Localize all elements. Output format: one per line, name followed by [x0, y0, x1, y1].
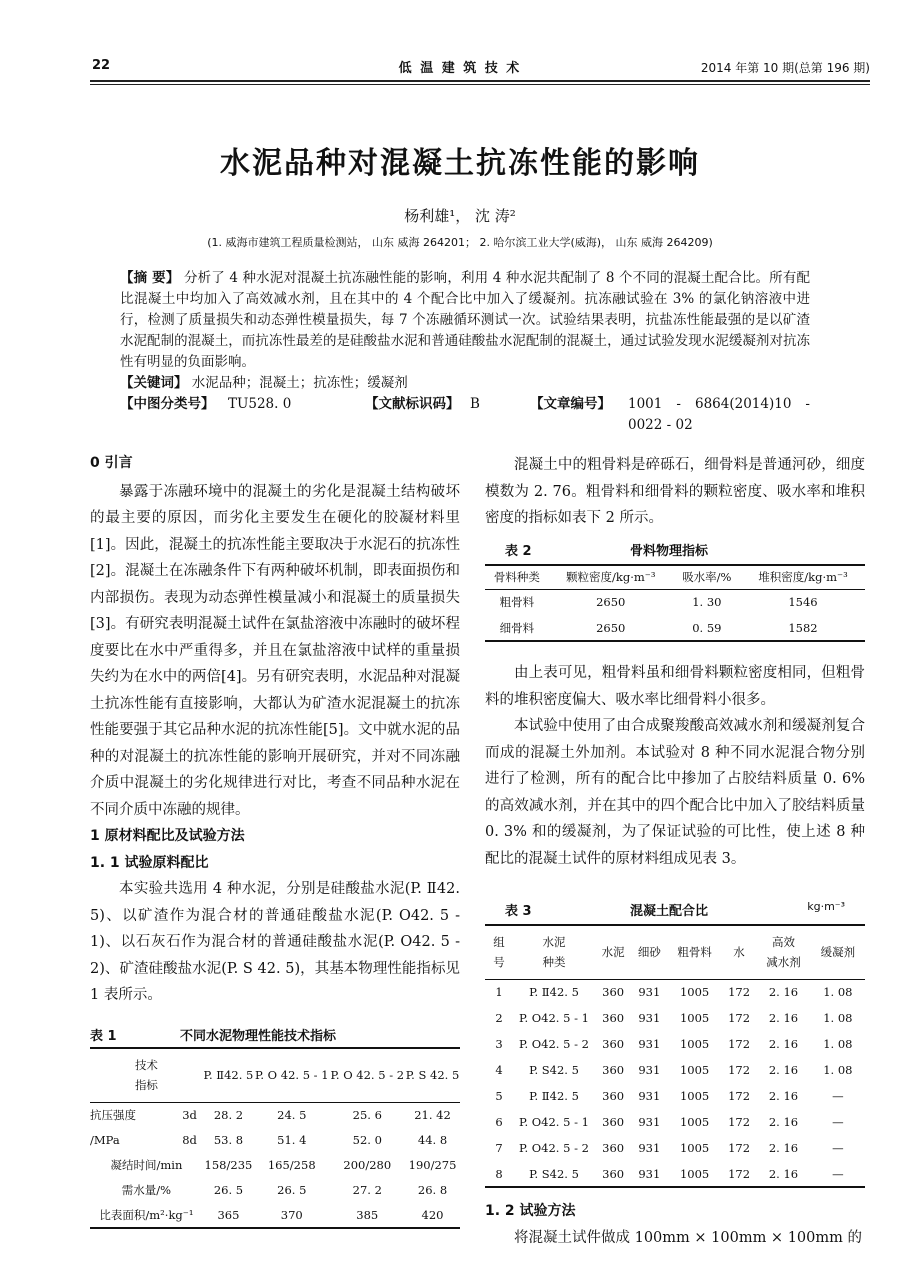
table-3-grid: [485, 924, 865, 1188]
table-cell: 53. 8: [213, 1132, 244, 1147]
table-cell: 2: [495, 1011, 503, 1025]
table-3-unit: kg·m⁻³: [807, 900, 845, 913]
table-2-title: 骨料物理指标: [630, 544, 709, 559]
table-cell: 3: [495, 1037, 503, 1051]
admixture-paragraph: 本试验中使用了由合成聚羧酸高效减水剂和缓凝剂复合而成的混凝土外加剂。本试验对 8 种不同水泥混合物分别进行了检测，所有的配合比中掺加了占胶结料质量 0. 6% 的高效减水剂，并在其中的四个配合比中加入了胶结料质量 0. 3% 和的缓凝剂，为了保证试验的可比性，使上述 8 种配比的混凝土试件的原材料组成见表 3。: [485, 718, 865, 867]
right-column-mid: [485, 660, 865, 872]
table-cell: 2. 16: [768, 985, 799, 1000]
table-cell: 52. 0: [352, 1132, 382, 1147]
page-number: 22: [92, 58, 111, 73]
table-cell: 2. 16: [768, 1141, 799, 1155]
table-cell: 1005: [679, 1037, 710, 1051]
table-cell: 6: [495, 1115, 503, 1129]
table-row: [485, 1057, 865, 1083]
right-column-bottom: [485, 1198, 865, 1251]
abstract-label: 【摘 要】: [120, 270, 180, 286]
table-cell: 365: [217, 1207, 240, 1222]
table-cell: 931: [638, 985, 661, 1000]
intro-paragraph: 暴露于冻融环境中的混凝土的劣化是混凝土结构破坏的最主要的原因，而劣化主要发生在硬化的胶凝材料里[1]。因此，混凝土的抗冻性能主要取决于水泥石的抗冻性[2]。混凝土在冻融条件下有两种破坏机制，即表面损伤和内部损伤。表现为动态弹性模量减小和混凝土的质量损失[3]。有研究表明混凝土试件在氯盐溶液中冻融时的破坏程度要比在水中严重得多，并且在氯盐溶液中试样的重量损失约为在水中的两倍[4]。另有研究表明，水泥品种对混凝土抗冻性能有直接影响，大都认为矿渣水泥混凝土的抗冻性能要强于其它品种水泥的抗冻性能[5]。文中就水泥的品种的对混凝土的抗冻性能的影响开展研究，并对不同冻融介质中混凝土的劣化规律进行对比，考查不同品种水泥在不同介质中冻融的规律。: [90, 483, 460, 818]
table-cell: 2. 16: [768, 1037, 799, 1051]
table-cell: 931: [638, 1115, 661, 1129]
table-cell: 1. 08: [823, 1011, 853, 1025]
table-1-row-name: /MPa: [90, 1132, 120, 1147]
table-cell: P. Ⅱ42. 5: [529, 985, 579, 1000]
table-row: [485, 1135, 865, 1161]
table-1-row-sub: 8d: [182, 1132, 197, 1147]
table-cell: 1582: [788, 620, 818, 635]
table-cell: 172: [728, 1166, 751, 1181]
table-3-col: 高效 减水剂: [766, 935, 801, 970]
table-cell: 1. 30: [692, 595, 722, 610]
table-1-row-name: 抗压强度: [90, 1107, 136, 1122]
paper-title: 水泥品种对混凝土抗冻性能的影响: [220, 146, 700, 181]
table-2-col: 堆积密度/kg·m⁻³: [758, 570, 848, 585]
table-row: [90, 1152, 460, 1177]
table-1-title: 不同水泥物理性能技术指标: [180, 1029, 337, 1044]
table-row: [485, 1005, 865, 1031]
clc-label: 【中图分类号】: [120, 396, 215, 412]
section-1-1-heading: 1. 1 试验原料配比: [90, 854, 209, 871]
table-cell: 385: [356, 1207, 379, 1222]
table-2: [485, 540, 865, 642]
table-3-col: 粗骨料: [677, 945, 712, 960]
table-cell: 1005: [679, 1166, 710, 1181]
table-row: [90, 1102, 460, 1127]
article-number: 1001 - 6864(2014)10 - 0022 - 02: [628, 396, 810, 433]
table-cell: 细骨料: [499, 620, 535, 635]
table-cell: 360: [602, 1037, 625, 1051]
authors: 杨利雄¹， 沈 涛²: [404, 207, 516, 225]
table-cell: P. S42. 5: [529, 1063, 579, 1077]
table-cell: 25. 6: [352, 1107, 382, 1122]
table-3-col: 缓凝剂: [820, 945, 856, 960]
table-cell: P. O42. 5 - 2: [519, 1141, 589, 1155]
table-1-col: P. S 42. 5: [405, 1068, 460, 1083]
table-cell: —: [832, 1141, 844, 1155]
header-rule: [90, 80, 870, 82]
table-3-title: 混凝土配合比: [630, 904, 709, 919]
table-cell: 1. 08: [823, 1063, 853, 1077]
table-cell: —: [832, 1089, 844, 1103]
header-rule-thin: [90, 84, 870, 85]
table-cell: 360: [602, 1063, 625, 1077]
table-cell: 931: [638, 1011, 661, 1025]
table-cell: 7: [495, 1141, 503, 1155]
table-cell: 172: [728, 985, 751, 1000]
table-cell: 2650: [596, 620, 626, 635]
table-2-col: 吸水率/%: [682, 570, 732, 585]
table-cell: 26. 5: [277, 1182, 307, 1197]
table-cell: 24. 5: [277, 1107, 307, 1122]
table-cell: 2. 16: [768, 1011, 799, 1025]
table-row: [90, 1127, 460, 1152]
table-cell: 172: [728, 1037, 751, 1051]
table-cell: 2. 16: [768, 1115, 799, 1129]
table-cell: 1005: [679, 1141, 710, 1155]
table-cell: 420: [421, 1207, 444, 1222]
table-1-header-index: 技术 指标: [134, 1058, 158, 1093]
doc-label: 【文献标识码】: [365, 396, 460, 412]
table-cell: 1: [495, 985, 503, 1000]
table-cell: 27. 2: [352, 1182, 382, 1197]
article-label: 【文章编号】: [530, 396, 611, 412]
table-cell: 360: [602, 1089, 625, 1103]
left-column: [90, 450, 460, 1009]
table-3-col: 水泥: [601, 945, 625, 960]
affiliations: (1. 威海市建筑工程质量检测站， 山东 威海 264201； 2. 哈尔滨工业大学(威海)， 山东 威海 264209): [207, 236, 713, 249]
table-cell: 360: [602, 1115, 625, 1129]
table-cell: 1. 08: [823, 1037, 853, 1051]
table-cell: 172: [728, 1011, 751, 1025]
table-cell: 5: [495, 1089, 503, 1103]
table-cell: 51. 4: [277, 1132, 307, 1147]
table-cell: 360: [602, 1141, 625, 1155]
table-cell: 370: [280, 1207, 303, 1222]
table-cell: 190/275: [408, 1157, 457, 1172]
table-cell: 2650: [596, 595, 626, 610]
table-cell: 2. 16: [768, 1063, 799, 1077]
table-cell: 26. 8: [417, 1182, 448, 1197]
table-3-col: 水: [733, 945, 745, 960]
table-row: [485, 589, 865, 615]
table-1-label: 表 1: [90, 1029, 117, 1044]
table-1-row-name: 凝结时间/min: [110, 1157, 183, 1172]
table-1: [90, 1025, 460, 1229]
table-cell: 粗骨料: [499, 595, 535, 610]
table-row: [485, 1109, 865, 1135]
clc-code: TU528. 0: [228, 396, 292, 412]
table-3-col: 水泥 种类: [542, 935, 566, 970]
keywords: 水泥品种；混凝土；抗冻性；缓凝剂: [191, 375, 408, 391]
table-2-label: 表 2: [505, 544, 532, 559]
table-cell: 28. 2: [213, 1107, 244, 1122]
table-cell: 172: [728, 1141, 751, 1155]
table-row: [90, 1177, 460, 1202]
table-cell: —: [832, 1166, 844, 1181]
table-row: [485, 979, 865, 1005]
table-cell: 360: [602, 1166, 625, 1181]
table-2-grid: [485, 564, 865, 642]
table-1-col: P. O 42. 5 - 2: [330, 1068, 405, 1083]
table-cell: 1546: [788, 595, 818, 610]
table-cell: 931: [638, 1063, 661, 1077]
table-1-col: P. O 42. 5 - 1: [254, 1068, 329, 1083]
journal-name: 低 温 建 筑 技 术: [398, 61, 522, 76]
table-cell: 2. 16: [768, 1166, 799, 1181]
table-cell: 1005: [679, 1063, 710, 1077]
aggregate-paragraph: 混凝土中的粗骨料是碎砾石，细骨料是普通河砂，细度模数为 2. 76。粗骨料和细骨料的颗粒密度、吸水率和堆积密度的指标如表下 2 所示。: [485, 457, 865, 526]
table-cell: 360: [602, 1011, 625, 1025]
table-1-grid: [90, 1047, 460, 1229]
table-row: [485, 1083, 865, 1109]
aggregate-comparison-paragraph: 由上表可见，粗骨料虽和细骨料颗粒密度相同，但粗骨料的堆积密度偏大、吸水率比细骨料小很多。: [485, 665, 865, 708]
section-1-2-heading: 1. 2 试验方法: [485, 1203, 576, 1219]
table-row: [485, 1031, 865, 1057]
table-cell: 200/280: [343, 1157, 392, 1172]
abstract-text: 分析了 4 种水泥对混凝土抗冻融性能的影响，利用 4 种水泥共配制了 8 个不同的混凝土配合比。所有配比混凝土中均加入了高效减水剂，且在其中的 4 个配合比中加入了缓凝剂。抗冻融试验在 3% 的氯化钠溶液中进行，检测了质量损失和动态弹性模量损失，每 7 个冻融循环测试一次。试验结果表明，抗盐冻性能最强的是以矿渣水泥配制的混凝土，而抗冻性最差的是硅酸盐水泥和普通硅酸盐水泥配制的混凝土，通过试验发现水泥缓凝剂对抗冻性有明显的负面影响。: [120, 270, 811, 370]
table-cell: 1. 08: [823, 985, 853, 1000]
doc-code: B: [470, 396, 480, 412]
table-cell: 0. 59: [692, 620, 722, 635]
table-cell: 4: [495, 1063, 503, 1077]
table-cell: P. Ⅱ42. 5: [529, 1089, 579, 1103]
right-column-top: [485, 452, 865, 532]
table-cell: 1005: [679, 1011, 710, 1025]
table-cell: 26. 5: [213, 1182, 244, 1197]
table-cell: 1005: [679, 985, 710, 1000]
table-2-col: 骨料种类: [493, 570, 540, 585]
table-1-col: P. Ⅱ42. 5: [203, 1068, 254, 1083]
table-1-row-name: 比表面积/m²·kg⁻¹: [99, 1207, 194, 1222]
table-3-label: 表 3: [505, 904, 532, 919]
table-row: [485, 1161, 865, 1187]
table-cell: 172: [728, 1089, 751, 1103]
table-cell: 360: [602, 985, 625, 1000]
table-cell: 931: [638, 1141, 661, 1155]
table-cell: 8: [495, 1166, 503, 1181]
table-cell: P. S42. 5: [529, 1166, 579, 1181]
keywords-label: 【关键词】: [120, 375, 188, 391]
table-cell: 172: [728, 1115, 751, 1129]
table-cell: 172: [728, 1063, 751, 1077]
table-cell: P. O42. 5 - 1: [519, 1115, 589, 1129]
table-3: [485, 900, 865, 1188]
method-paragraph: 将混凝土试件做成 100mm × 100mm × 100mm 的: [514, 1229, 862, 1246]
table-cell: 1005: [679, 1115, 710, 1129]
table-cell: 44. 8: [417, 1132, 448, 1147]
table-cell: 158/235: [204, 1157, 253, 1172]
table-1-row-name: 需水量/%: [121, 1182, 172, 1197]
table-cell: 931: [638, 1037, 661, 1051]
materials-paragraph: 本实验共选用 4 种水泥，分别是硅酸盐水泥(P. Ⅱ42. 5)、以矿渣作为混合材的普通硅酸盐水泥(P. O42. 5 - 1)、以石灰石作为混合材的普通硅酸盐水泥(P. O42. 5 - 2)、矿渣硅酸盐水泥(P. S 42. 5)，其基本物理性能指标见 1 表所示。: [90, 881, 460, 1003]
abstract: [120, 268, 811, 433]
table-cell: 165/258: [267, 1157, 316, 1172]
table-cell: 931: [638, 1089, 661, 1103]
table-1-row-sub: 3d: [182, 1107, 197, 1122]
table-cell: 1005: [679, 1089, 710, 1103]
table-cell: P. O42. 5 - 2: [519, 1037, 589, 1051]
table-3-col: 细砂: [637, 945, 661, 960]
table-row: [485, 615, 865, 641]
table-row: [90, 1202, 460, 1228]
table-cell: —: [832, 1115, 844, 1129]
section-1-heading: 1 原材料配比及试验方法: [90, 828, 245, 844]
table-3-col: 组 号: [493, 935, 505, 970]
table-cell: P. O42. 5 - 1: [519, 1011, 589, 1025]
table-2-col: 颗粒密度/kg·m⁻³: [565, 570, 656, 585]
section-0-heading: 0 引言: [90, 455, 133, 471]
issue-info: 2014 年第 10 期(总第 196 期): [700, 61, 870, 75]
table-cell: 21. 42: [414, 1107, 451, 1122]
table-cell: 931: [638, 1166, 661, 1181]
table-cell: 2. 16: [768, 1089, 799, 1103]
